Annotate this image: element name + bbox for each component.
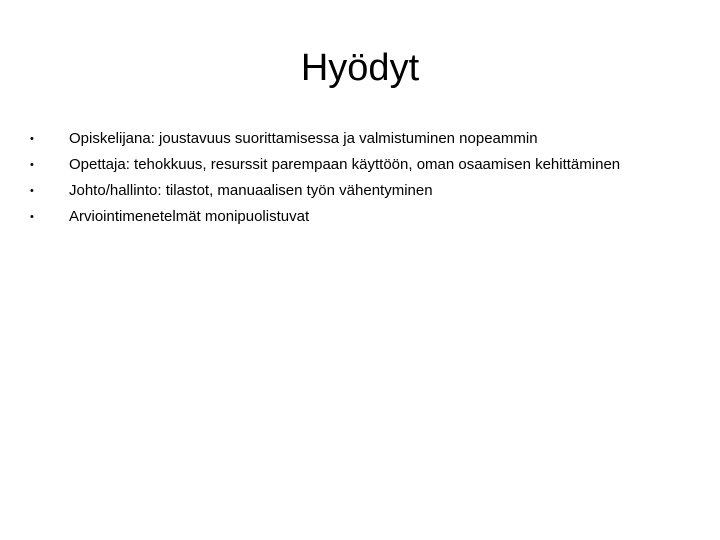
bullet-item bbox=[30, 154, 670, 176]
bullet-text: Opiskelijana: joustavuus suorittamisessa ja valmistuminen nopeammin bbox=[69, 130, 538, 147]
bullet-text: Opettaja: tehokkuus, resurssit parempaan käyttöön, oman osaamisen kehittäminen bbox=[69, 156, 621, 173]
bullet-text: Johto/hallinto: tilastot, manuaalisen työn vähentyminen bbox=[69, 182, 433, 199]
bullet-icon: • bbox=[30, 211, 34, 223]
bullet-text: Arviointimenetelmät monipuolistuvat bbox=[69, 208, 310, 225]
bullet-item bbox=[30, 128, 670, 150]
slide-title: Hyödyt bbox=[300, 47, 420, 89]
bullet-icon: • bbox=[30, 159, 34, 171]
bullet-icon: • bbox=[30, 133, 34, 145]
bullet-icon: • bbox=[30, 185, 34, 197]
bullet-item bbox=[30, 206, 670, 228]
bullet-item bbox=[30, 180, 670, 202]
bullet-list bbox=[30, 128, 670, 232]
